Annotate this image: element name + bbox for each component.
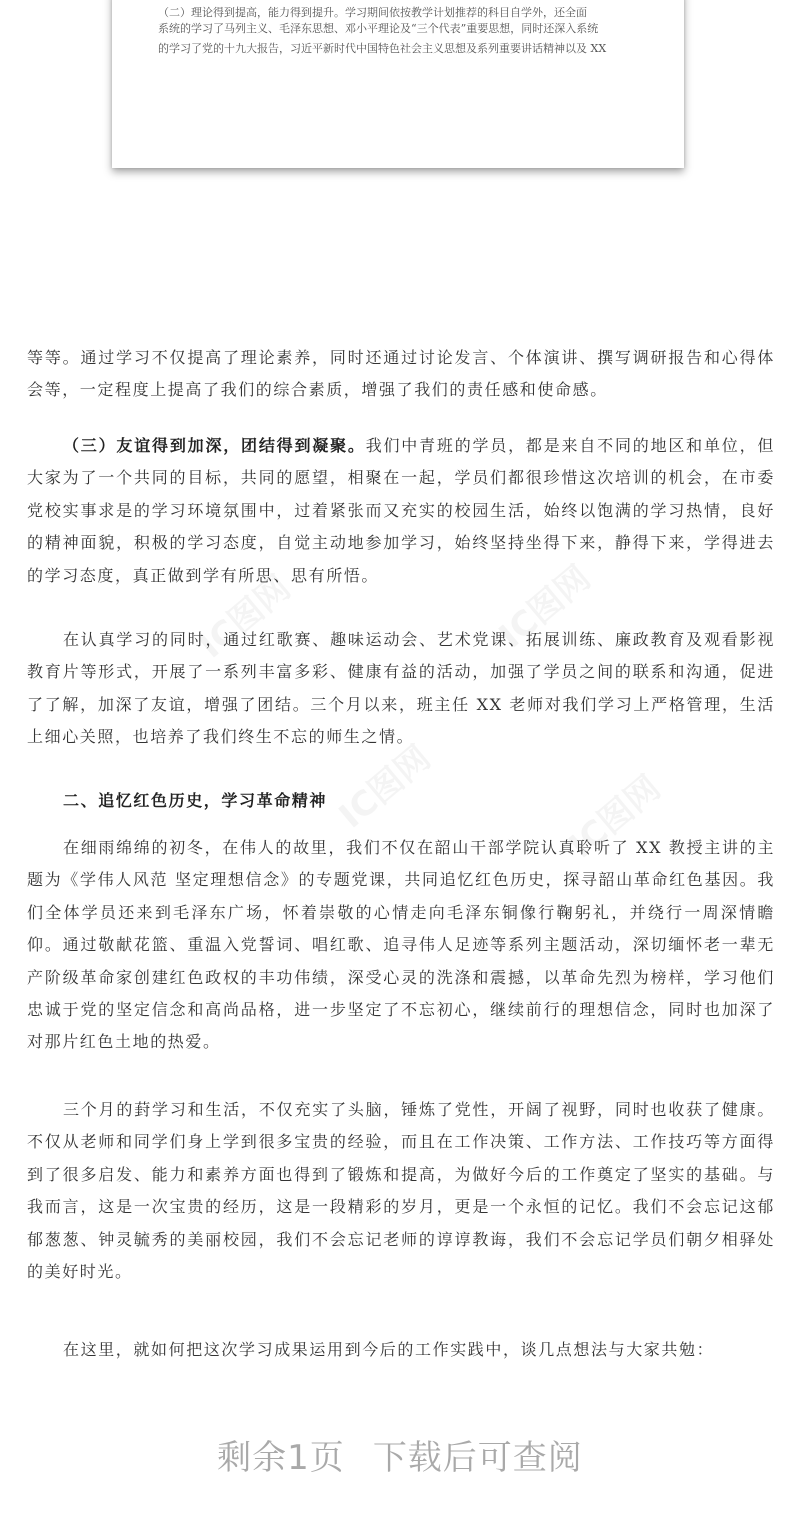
download-to-view-text: 下载后可查阅 [372,1438,583,1478]
paragraph [27,430,775,592]
paragraph: 三个月的葑学习和生活，不仅充实了头脑，锤炼了党性，开阔了视野，同时也收获了健康。不仅从老师和同学们身上学到很多宝贵的经验，而且在工作决策、工作方法、工作技巧等方面得到了很多启发、能力和素养方面也得到了锻炼和提高，为做好今后的工作奠定了坚实的基础。与我而言，这是一次宝贵的经历，这是一段精彩的岁月，更是一个永恒的记忆。我们不会忘记这郁郁葱葱、钟灵毓秀的美丽校园，我们不会忘记老师的谆谆教诲，我们不会忘记学员们朝夕相驿处的美好时光。 [27,1100,775,1282]
paragraph-body: 我们中青班的学员，都是来自不同的地区和单位，但大家为了一个共同的目标，共同的愿望，相聚在一起，学员们都很珍惜这次培训的机会，在市委党校实事求是的学习环境氛围中，过着紧张而又充实的校园生活，始终以饱满的学习热情，良好的精神面貌，积极的学习态度，自觉主动地参加学习，始终坚持坐得下来，静得下来，学得进去的学习态度，真正做到学有所思、思有所悟。 [27,436,775,585]
remaining-pages-text: 剩余1页 [217,1438,345,1478]
preview-text-line: 系统的学习了马列主义、毛泽东思想、邓小平理论及“三个代表”重要思想，同时还深入系统 [158,22,599,35]
preview-text-line: （二）理论得到提高，能力得到提升。学习期间依按教学计划推荐的科目自学外，还全面 [158,6,587,19]
paragraph-lead-heading: （三）友谊得到加深，团结得到凝聚。 [63,436,366,455]
preview-text-line: 的学习了党的十九大报告，习近平新时代中国特色社会主义思想及系列重要讲话精神以及 XX [158,42,607,55]
document-preview-card [112,0,684,168]
section-heading: 二、追忆红色历史，学习革命精神 [63,791,328,810]
paragraph: 在认真学习的同时，通过红歌赛、趣味运动会、艺术党课、拓展训练、廉政教育及观看影视教育片等形式，开展了一系列丰富多彩、健康有益的活动，加强了学员之间的联系和沟通，促进了了解，加深了友谊，增强了团结。三个月以来，班主任 XX 老师对我们学习上严格管理，生活上细心关照，也培养了我们终生不忘的师生之情。 [27,630,775,747]
paragraph: 在这里，就如何把这次学习成果运用到今后的工作实践中，谈几点想法与大家共勉： [63,1340,715,1359]
paragraph: 等等。通过学习不仅提高了理论素养，同时还通过讨论发言、个体演讲、撰写调研报告和心得体会等，一定程度上提高了我们的综合素质，增强了我们的责任感和使命感。 [27,348,775,400]
download-prompt[interactable] [0,1430,800,1479]
paragraph: 在细雨绵绵的初冬，在伟人的故里，我们不仅在韶山干部学院认真聆听了 XX 教授主讲的主题为《学伟人风范 坚定理想信念》的专题党课，共同追忆红色历史，探寻韶山革命红色基因。我们全体学员还来到毛泽东广场，怀着崇敬的心情走向毛泽东铜像行鞠躬礼，并绕行一周深情瞻仰。通过敬献花篮、重温入党誓词、唱红歌、追寻伟人足迹等系列主题活动，深切缅怀老一辈无产阶级革命家创建红色政权的丰功伟绩，深受心灵的洗涤和震撼，以革命先烈为榜样，学习他们忠诚于党的坚定信念和高尚品格，进一步坚定了不忘初心，继续前行的理想信念，同时也加深了对那片红色土地的热爱。 [27,838,775,1052]
